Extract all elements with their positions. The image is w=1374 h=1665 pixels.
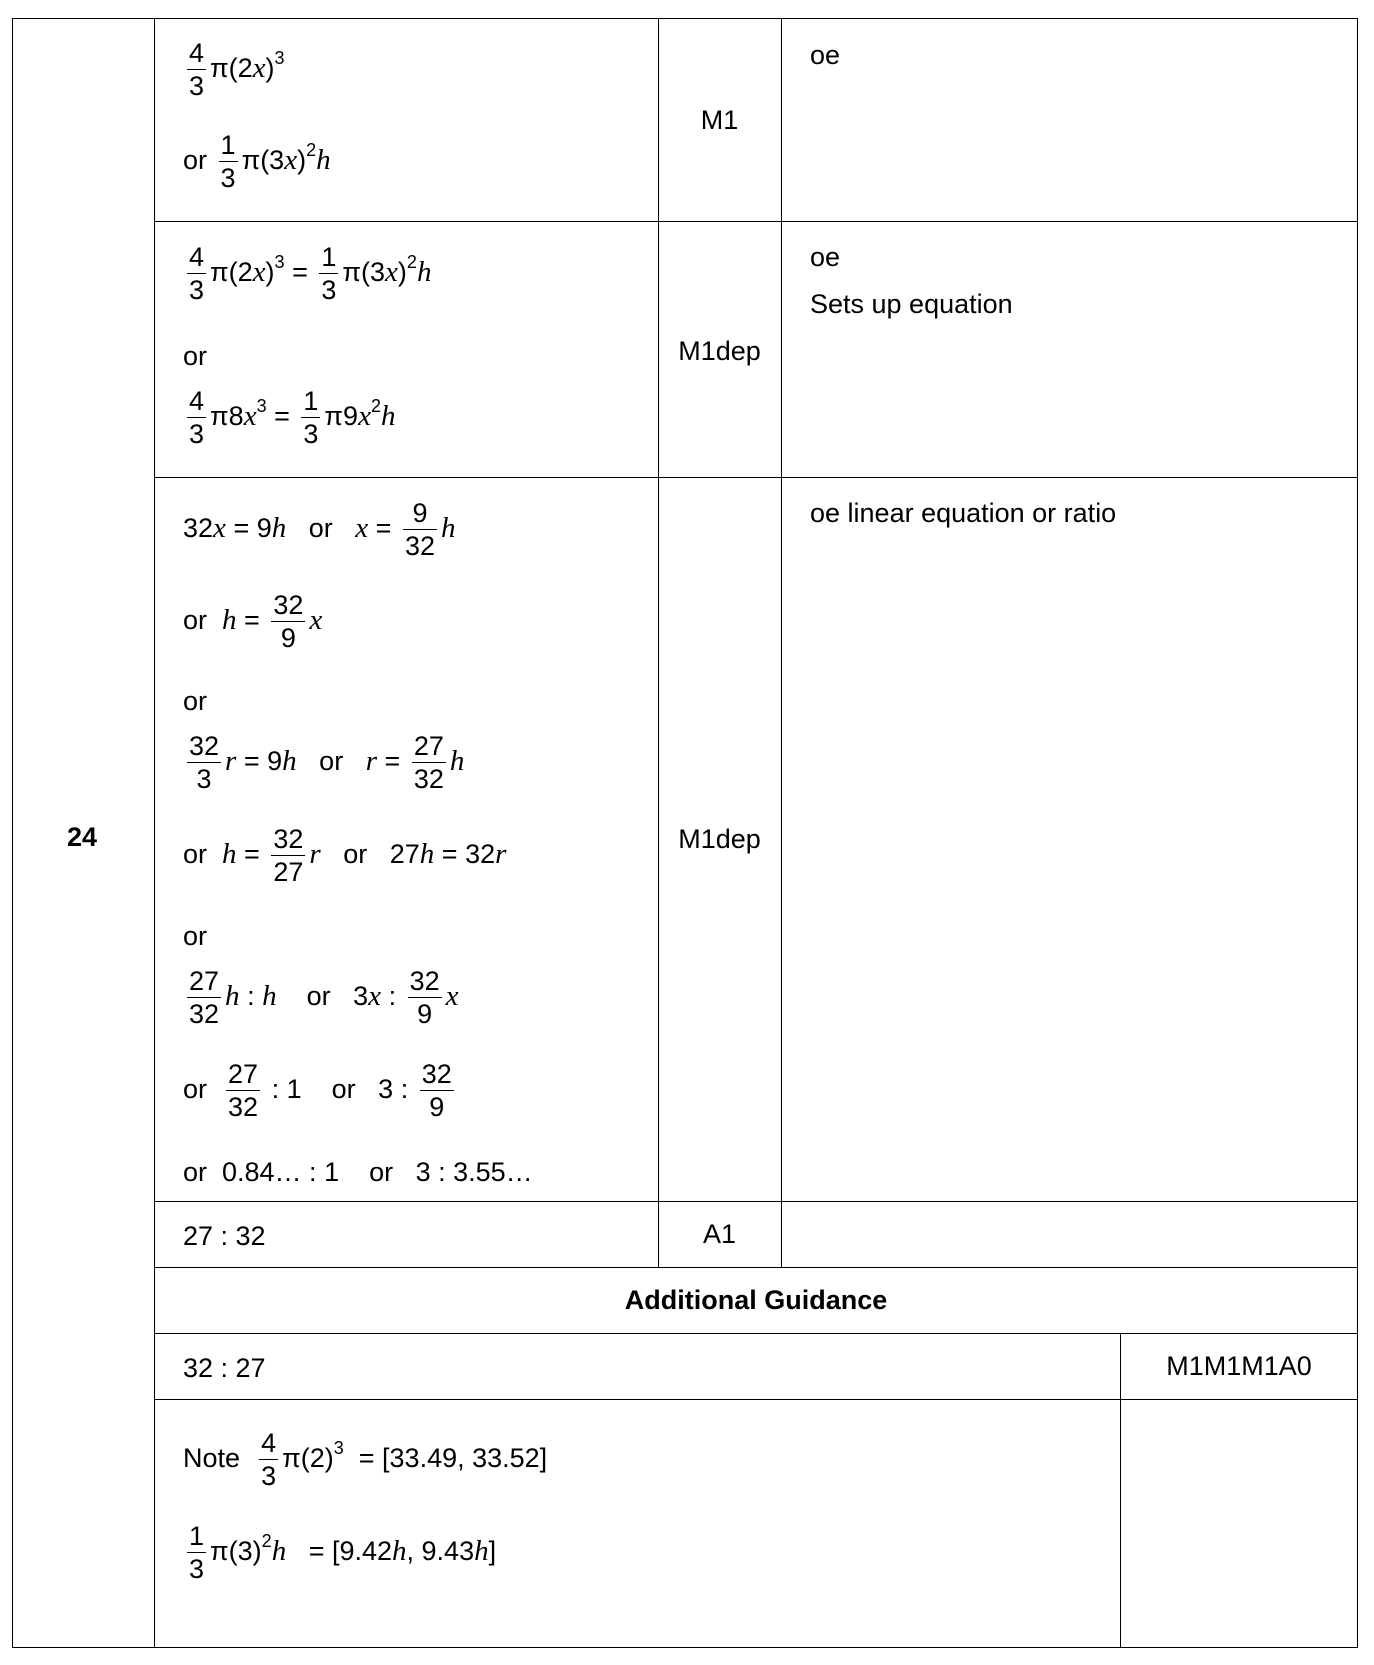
- fraction-thirtytwo-over-twentyseven: $\frac{32}{27}$: [273, 824, 304, 887]
- fraction-twentyseven-over-thirtytwo: $\frac{27}{32}$: [228, 1059, 259, 1122]
- fraction-twentyseven-over-thirtytwo: $\frac{27}{32}$: [189, 966, 220, 1029]
- row3-line2: or h = $\frac{32}{9}$ x: [183, 590, 323, 653]
- guidance-row1-mark: M1M1M1A0: [1166, 1351, 1312, 1381]
- row2-comment-2: Sets up equation: [810, 289, 1013, 319]
- fraction-nine-over-thirtytwo: $\frac{9}{32}$: [404, 498, 436, 561]
- fraction-one-third: $\frac{1}{3}$: [321, 242, 337, 305]
- col-divider-question: [154, 18, 155, 1648]
- row-divider: [154, 1201, 1358, 1202]
- fraction-thirtytwo-over-nine: $\frac{32}{9}$: [273, 590, 304, 653]
- row3-line6: or $\frac{27}{32}$ : 1 or 3 : $\frac{32}{9}$: [183, 1059, 452, 1122]
- guidance-note-line2: $\frac{1}{3}$ $\pi(3)^2h$ = [9.42h, 9.43h]: [189, 1521, 497, 1584]
- row3-line5: $\frac{27}{32}$ h : h or 3x : $\frac{32}{9}$ x: [189, 966, 459, 1029]
- fraction-four-thirds: $\frac{4}{3}$: [189, 38, 205, 101]
- row3-mark: M1dep: [678, 824, 761, 854]
- table-border-bottom: [12, 1647, 1358, 1648]
- guidance-row1-text: 32 : 27: [183, 1353, 266, 1383]
- fraction-thirtytwo-over-nine: $\frac{32}{9}$: [409, 966, 440, 1029]
- row-divider: [154, 1267, 1358, 1268]
- table-border-left: [12, 18, 13, 1648]
- row2-or: or: [183, 341, 208, 371]
- row-divider: [154, 1399, 1358, 1400]
- guidance-note-line1: Note $\frac{4}{3}$ $\pi(2)^3 = [33.49$, 33.52]: [183, 1428, 548, 1491]
- fraction-thirtytwo-over-nine: $\frac{32}{9}$: [421, 1059, 452, 1122]
- row3-line3: $\frac{32}{3}$ r = 9h or r = $\frac{27}{32}$ h: [189, 731, 465, 794]
- fraction-four-thirds: $\frac{4}{3}$: [189, 242, 205, 305]
- table-border-right: [1357, 18, 1358, 1648]
- fraction-thirtytwo-over-three: $\frac{32}{3}$: [189, 731, 220, 794]
- row3-or-1: or: [183, 686, 208, 716]
- col-divider-mark: [781, 18, 782, 1267]
- row1-line2: or $\frac{1}{3}$ $\pi(3x)^2h$: [183, 130, 331, 193]
- fraction-twentyseven-over-thirtytwo: $\frac{27}{32}$: [413, 731, 444, 794]
- row2-line1: $\frac{4}{3}$ $\pi(2x)^3$ = $\frac{1}{3}$ $\pi(3x)^2h$: [189, 242, 432, 305]
- row1-line1: $\frac{4}{3}$ $\pi(2x)^3$: [189, 38, 285, 101]
- col-divider-answer: [658, 18, 659, 1267]
- row1-mark: M1: [700, 105, 739, 135]
- guidance-title: Additional Guidance: [624, 1285, 888, 1315]
- row4-answer: 27 : 32: [183, 1221, 266, 1251]
- row-divider: [154, 1333, 1358, 1334]
- fraction-one-third: $\frac{1}{3}$: [189, 1521, 205, 1584]
- fraction-one-third: $\frac{1}{3}$: [220, 130, 236, 193]
- row-divider: [154, 221, 1358, 222]
- fraction-four-thirds: $\frac{4}{3}$: [189, 386, 205, 449]
- row1-comment: oe: [810, 40, 841, 70]
- row3-or-2: or: [183, 921, 208, 951]
- row2-mark: M1dep: [678, 336, 761, 366]
- row2-line3: $\frac{4}{3}$ $\pi 8x^3$ = $\frac{1}{3}$ $\pi 9x^2h$: [189, 386, 396, 449]
- row3-comment: oe linear equation or ratio: [810, 498, 1117, 528]
- table-border-top: [12, 18, 1358, 19]
- row3-line7: or 0.84… : 1 or 3 : 3.55…: [183, 1157, 533, 1187]
- row3-line1: 32x = 9h or x = $\frac{9}{32}$ h: [183, 498, 456, 561]
- row-divider: [154, 477, 1358, 478]
- fraction-one-third: $\frac{1}{3}$: [303, 386, 319, 449]
- row4-mark: A1: [702, 1219, 737, 1249]
- row2-comment-1: oe: [810, 242, 841, 272]
- col-divider-guidance: [1120, 1333, 1121, 1648]
- question-number: 24: [67, 822, 98, 852]
- row3-line4: or h = $\frac{32}{27}$ r or 27h = 32r: [183, 824, 507, 887]
- fraction-four-thirds: $\frac{4}{3}$: [261, 1428, 277, 1491]
